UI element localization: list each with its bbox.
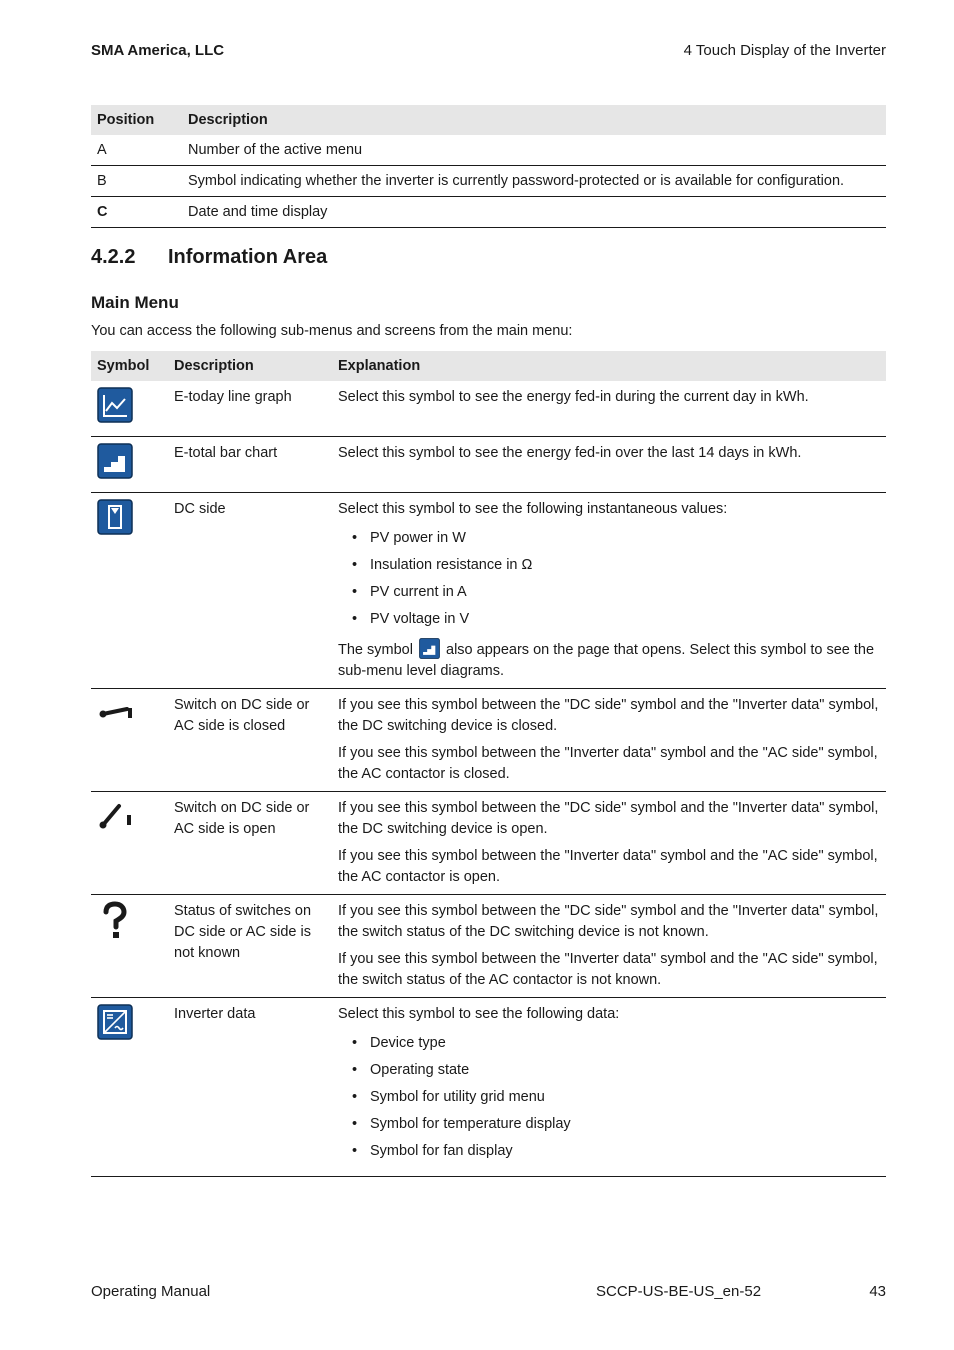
list-item: • PV power in W [352,525,880,552]
list-item: • Symbol for fan display [352,1138,880,1165]
explanation-cell [332,381,886,437]
description-cell: DC side [168,493,332,689]
list-item: • Operating state [352,1057,880,1084]
page-number: 43 [869,1283,886,1300]
description-cell: Date and time display [182,197,886,228]
explanation-text: If you see this symbol between the "Inverter data" symbol and the "AC side" symbol, the switch status of the AC contactor is not known. [338,951,878,988]
symbol-cell [91,381,168,437]
description-cell: Number of the active menu [182,135,886,166]
table-row [91,895,886,998]
line-graph-icon [97,387,133,423]
explanation-text: Select this symbol to see the following instantaneous values: [338,501,728,517]
position-table [91,105,886,228]
main-menu-table [91,351,886,1177]
table-row [91,437,886,493]
description-cell: E-today line graph [168,381,332,437]
table-row [91,998,886,1177]
column-header-description: Description [168,351,332,381]
switch-closed-icon [97,695,137,731]
position-cell: B [91,166,182,197]
table-row [91,493,886,689]
table-header-row [91,351,886,381]
description-cell: Status of switches on DC side or AC side is not known [168,895,332,998]
manual-title: Operating Manual [91,1283,211,1300]
explanation-text: Select this symbol to see the following data: [338,1006,620,1022]
bar-chart-icon [97,443,133,479]
list-item: • PV voltage in V [352,606,880,633]
table-header-row [91,105,886,135]
column-header-position: Position [91,105,182,135]
list-item: • Insulation resistance in Ω [352,552,880,579]
page-header [91,42,886,66]
company-name: SMA America, LLC [91,42,225,59]
section-heading [91,246,327,269]
note-text-before: The symbol [338,642,413,658]
explanation-text: If you see this symbol between the "DC side" symbol and the "Inverter data" symbol, the switch status of the DC switching device is not known. [338,903,879,940]
chapter-title: 4 Touch Display of the Inverter [683,42,886,59]
description-cell: E-total bar chart [168,437,332,493]
explanation-note [338,638,880,682]
list-item: • Device type [352,1030,880,1057]
explanation-text: If you see this symbol between the "Inverter data" symbol and the "AC side" symbol, the AC contactor is open. [338,848,878,885]
description-cell: Symbol indicating whether the inverter is currently password-protected or is available for configuration. [182,166,886,197]
list-item: • Symbol for utility grid menu [352,1084,880,1111]
intro-text: You can access the following sub-menus and screens from the main menu: [91,323,573,339]
symbol-cell [91,998,168,1177]
explanation-cell [332,689,886,792]
explanation-text: If you see this symbol between the "Inverter data" symbol and the "AC side" symbol, the AC contactor is closed. [338,745,878,782]
symbol-cell [91,792,168,895]
table-row [91,166,886,197]
symbol-cell [91,895,168,998]
table-row [91,792,886,895]
symbol-cell [91,437,168,493]
explanation-cell [332,437,886,493]
table-row [91,135,886,166]
table-row [91,381,886,437]
page-footer [91,1283,886,1305]
table-row [91,197,886,228]
question-mark-icon [97,901,133,941]
explanation-cell [332,895,886,998]
subsection-heading: Main Menu [91,293,179,312]
list-item: • PV current in A [352,579,880,606]
position-cell: A [91,135,182,166]
table-row [91,689,886,792]
section-title: Information Area [168,246,328,268]
switch-open-icon [97,798,137,834]
section-number: 4.2.2 [91,246,136,268]
column-header-symbol: Symbol [91,351,168,381]
note-text-after: also appears on the page that opens. Select this symbol to see the sub-menu level diagrams. [338,642,875,679]
bar-chart-icon [419,638,440,659]
position-cell: C [91,197,182,228]
bullet-list [338,525,880,633]
list-item: • Symbol for temperature display [352,1111,880,1138]
explanation-text: Select this symbol to see the energy fed-in during the current day in kWh. [338,389,809,405]
document-code: SCCP-US-BE-US_en-52 [596,1283,762,1300]
explanation-cell [332,792,886,895]
description-cell: Switch on DC side or AC side is closed [168,689,332,792]
symbol-cell [91,689,168,792]
explanation-text: If you see this symbol between the "DC side" symbol and the "Inverter data" symbol, the DC switching device is closed. [338,697,879,734]
symbol-cell [91,493,168,689]
description-cell: Switch on DC side or AC side is open [168,792,332,895]
bullet-list [338,1030,880,1165]
explanation-cell [332,493,886,689]
column-header-description: Description [182,105,886,135]
description-cell: Inverter data [168,998,332,1177]
dc-side-icon [97,499,133,535]
inverter-data-icon [97,1004,133,1040]
explanation-cell [332,998,886,1177]
explanation-text: Select this symbol to see the energy fed-in over the last 14 days in kWh. [338,445,802,461]
explanation-text: If you see this symbol between the "DC side" symbol and the "Inverter data" symbol, the DC switching device is open. [338,800,879,837]
column-header-explanation: Explanation [332,351,886,381]
